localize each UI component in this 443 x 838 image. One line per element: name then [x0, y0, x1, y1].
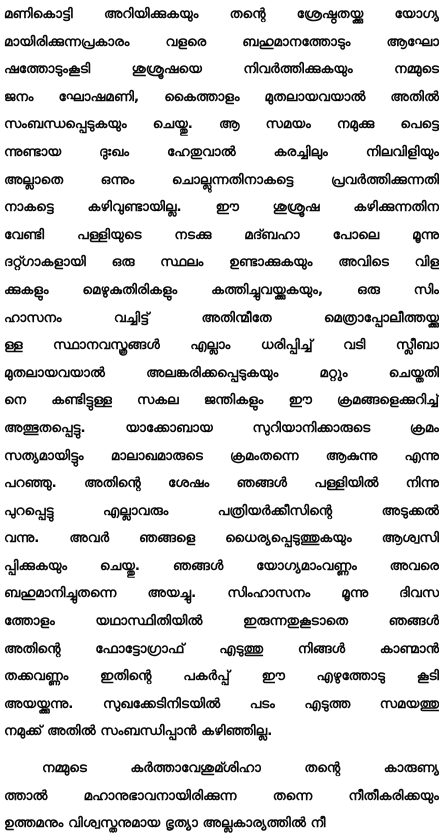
- text-line: അയയ്ക്കുന്നു. സുഖക്കേടിനിടയിൽ പടം എടുത്ത സമയത്തു: [4, 696, 439, 712]
- text-line: ദറ്റ്ഗാകളായി ഒരു സ്ഥലം ഉണ്ടാക്കുകയും അവിടെ വിള: [4, 255, 439, 271]
- text-line: സംബന്ധപ്പെടുകയും ചെയ്തു. ആ സമയം നമുക്കു പെട്ടെ: [4, 117, 439, 133]
- document-body: [4, 1, 439, 838]
- text-line: ള്ള സ്ഥാനവസ്ത്രങ്ങൾ എല്ലാം ധരിപ്പിച്ച് വടി സ്ലീബാ: [4, 338, 439, 354]
- text-line: ന്നുണ്ടായ ദുഃഖം ഹേതുവാൽ കരച്ചിലും നിലവിളിയും: [4, 144, 439, 160]
- text-line: നമ്മുടെ കർത്താവേശുമ്ശിഹാ തന്റെ കാരുണ്യ: [42, 761, 439, 777]
- text-line: വന്നു. അവർ ഞങ്ങളെ ധൈര്യപ്പെടുത്തുകയും ആശ്വസി: [4, 531, 439, 547]
- text-line: പ്പിക്കുകയും ചെയ്തു. ഞങ്ങൾ യോഗ്യമാംവണ്ണം അവരെ: [4, 558, 439, 574]
- text-line: സത്യമായിട്ടും മാലാഖമാരുടെ ക്രമംതന്നെ ആകുന്നു എന്നു: [4, 448, 439, 464]
- text-line: ക്കുകളും മെഴുകുതിരികളും കത്തിച്ചുവയ്ക്കുകയും, ഒരു സിം: [4, 282, 439, 298]
- text-line: ഉത്തമനും വിശ്വസ്തനുമായ ഭൃത്യാ അല്ലകാര്യത്തിൽ നീ: [4, 816, 326, 832]
- text-line: ത്താൽ മഹാനുഭാവനായിരിക്കുന്ന തന്നെ നീതീകരിക്കയും: [4, 788, 439, 804]
- text-line: അതിന്റെ ഫോട്ടോഗ്രാഫ് എടുത്തു നിങ്ങൾ കാണ്മാൻ: [4, 641, 439, 657]
- text-line: മുതലായവയാൽ അലങ്കരിക്കപ്പെടുകയും മറ്റും ചെയ്തതി: [4, 365, 439, 381]
- text-line: ഷത്തോടുംകൂടി ശുശ്രൂഷയെ നിവർത്തിക്കുകയും നമ്മുടെ: [4, 62, 439, 78]
- text-line: ഹാസനം വച്ചിട്ട് അതിന്മീതേ മെത്രാപ്പോലീത്തയ്ക്കു: [4, 310, 439, 326]
- text-line: പറഞ്ഞു. അതിന്റെ ശേഷം ഞങ്ങൾ പള്ളിയിൽ നിന്നു: [4, 476, 439, 492]
- text-line: മായിരിക്കുന്നപ്രകാരം വളരെ ബഹുമാനത്തോടും ആഘോ: [4, 34, 439, 50]
- text-line: ജനം ഘോഷമണി, കൈത്താളം മുതലായവയാൽ അതിൽ: [4, 89, 439, 105]
- text-line: വേണ്ടി പള്ളിയുടെ നടക്കു മദ്ബഹാ പോലെ മൂന്നു: [4, 227, 439, 243]
- text-line: അത്ഭുതപ്പെട്ടു. യാക്കോബായ സുറിയാനിക്കാരുടെ ക്രമം: [4, 420, 439, 436]
- paragraph: [4, 755, 439, 838]
- text-line: പുറപ്പെട്ടു എല്ലാവരും പത്രിയർക്കീസിന്റെ അടുക്കൽ: [4, 503, 439, 519]
- text-line: അല്ലാതെ ഒന്നും ചൊല്ലുന്നതിനാകട്ടെ പ്രവർത്തിക്കുന്നതി: [4, 172, 439, 188]
- text-line: തക്കവണ്ണം ഇതിന്റെ പകർപ്പ് ഈ എഴുത്തോടു കൂടി: [4, 669, 439, 685]
- text-line: നാകട്ടെ കഴിവുണ്ടായില്ല. ഈ ശുശ്രൂഷ കഴിക്കുന്നതിന: [4, 200, 439, 216]
- text-line: ബഹുമാനിച്ചുതന്നെ അയച്ചു. സിംഹാസനം മൂന്നു ദിവസ: [4, 586, 439, 602]
- paragraph: [4, 1, 439, 746]
- text-line: ത്തോളം യഥാസ്ഥിതിയിൽ ഇരുന്നതുകൂടാതെ ഞങ്ങൾ: [4, 614, 439, 630]
- text-line: നമുക്ക് അതിൽ സംബന്ധിപ്പാൻ കഴിഞ്ഞില്ല.: [4, 724, 273, 740]
- text-line: മണികൊട്ടി അറിയിക്കുകയും തന്റെ ശ്രേഷ്ഠതയ്ക്കു യോഗ്യ: [4, 7, 439, 22]
- text-line: നെ കണ്ടിട്ടുള്ള സകല ജന്തികളും ഈ ക്രമങ്ങളെക്കുറിച്ച്: [4, 393, 439, 409]
- paragraph-gap: [4, 746, 439, 755]
